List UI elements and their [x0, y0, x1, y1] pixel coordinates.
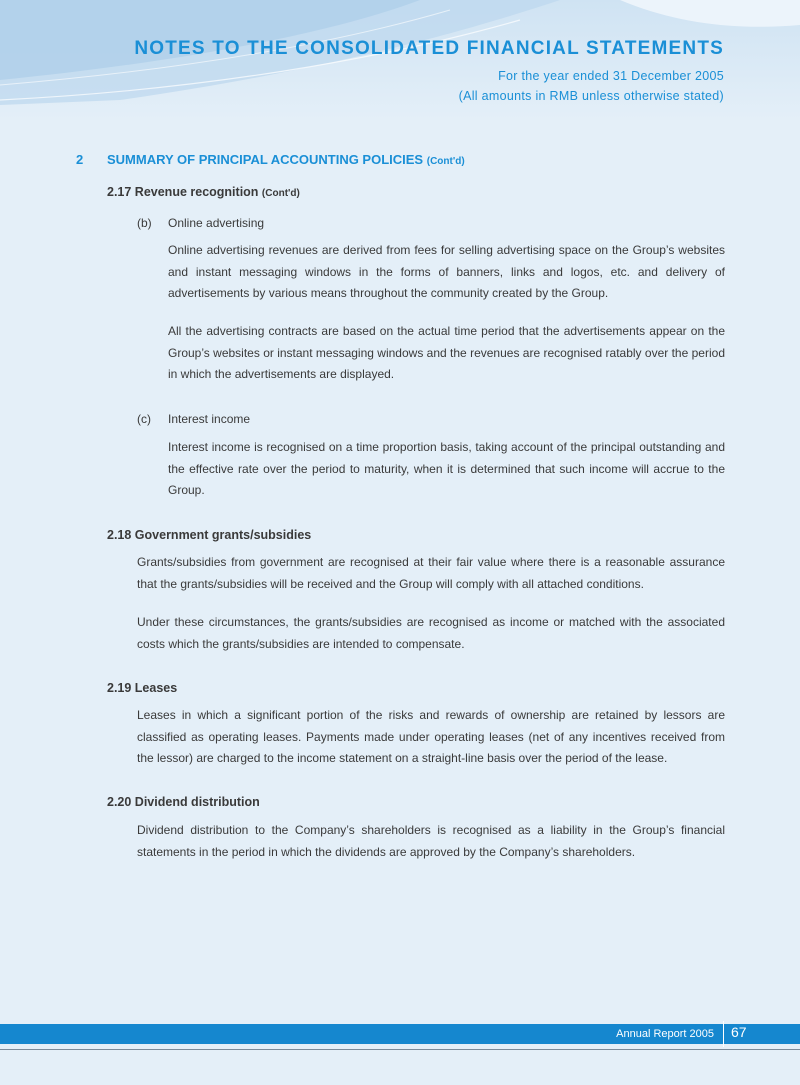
- section-number: 2: [76, 152, 84, 167]
- item-title-interest-income: Interest income: [168, 412, 251, 426]
- footer-rule: [0, 1049, 800, 1050]
- subsection-heading-suffix: (Cont'd): [261, 188, 300, 199]
- footer-report-label: Annual Report 2005: [616, 1028, 714, 1040]
- footer-divider: [723, 1021, 724, 1047]
- subsection-heading-text: 2.17 Revenue recognition: [107, 185, 259, 199]
- period-subtitle: For the year ended 31 December 2005: [498, 69, 724, 83]
- item-label-c: (c): [137, 412, 151, 426]
- page-number: 67: [731, 1024, 747, 1040]
- subsection-heading-2-20: 2.20 Dividend distribution: [107, 795, 260, 809]
- section-title-text: SUMMARY OF PRINCIPAL ACCOUNTING POLICIES: [107, 152, 424, 167]
- paragraph: Interest income is recognised on a time proportion basis, taking account of the principal outstanding and the effective rate over the period to maturity, when it is determined that such income will accrue to the Group.: [168, 440, 725, 497]
- subsection-heading-2-19: 2.19 Leases: [107, 681, 178, 695]
- paragraph: Leases in which a significant portion of the risks and rewards of ownership are retained by lessors are classified as operating leases. Payments made under operating leases (net of any incentives received from the lessor) are charged to the income statement on a straight-line basis over the period of the lease.: [137, 708, 725, 765]
- subsection-heading-2-18: 2.18 Government grants/subsidies: [107, 528, 312, 542]
- item-title-online-advertising: Online advertising: [168, 216, 265, 230]
- page-title: NOTES TO THE CONSOLIDATED FINANCIAL STATEMENTS: [134, 38, 724, 59]
- subsection-heading-2-17: [107, 185, 300, 199]
- section-title: [107, 152, 465, 167]
- paragraph: All the advertising contracts are based on the actual time period that the advertisements appear on the Group’s websites or instant messaging windows and the revenues are recognised ratably over the period in which the advertisements are displayed.: [168, 324, 725, 381]
- currency-note: (All amounts in RMB unless otherwise stated): [458, 89, 724, 103]
- paragraph: Grants/subsidies from government are recognised at their fair value where there is a reasonable assurance that the grants/subsidies will be received and the Group will comply with all attached conditions.: [137, 555, 725, 591]
- paragraph: Online advertising revenues are derived from fees for selling advertising space on the Group’s websites and instant messaging windows in the forms of banners, links and logos, etc. and delivery of advertisements by various means throughout the community created by the Group.: [168, 243, 725, 300]
- paragraph: Dividend distribution to the Company’s shareholders is recognised as a liability in the Group’s financial statements in the period in which the dividends are approved by the Company’s shareholders.: [137, 823, 725, 859]
- section-title-suffix: (Cont'd): [426, 156, 465, 167]
- item-label-b: (b): [137, 216, 152, 230]
- page-header: [134, 38, 724, 103]
- paragraph: Under these circumstances, the grants/subsidies are recognised as income or matched with the associated costs which the grants/subsidies are intended to compensate.: [137, 615, 725, 651]
